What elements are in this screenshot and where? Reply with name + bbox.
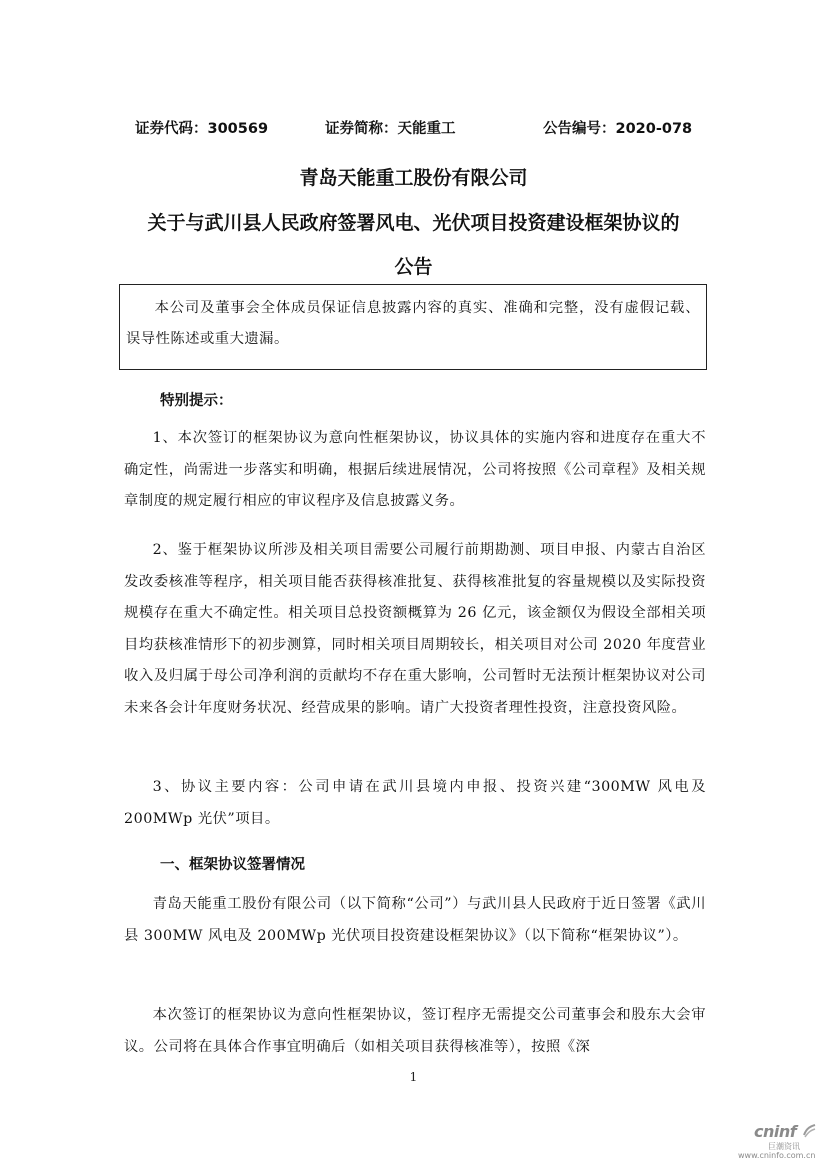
- special-tip-1: 1、本次签订的框架协议为意向性框架协议，协议具体的实施内容和进度存在重大不确定性，尚需进一步落实和明确，根据后续进展情况，公司将按照《公司章程》及相关规章制度的规定履行相应的审议程序及信息披露义务。: [124, 430, 706, 509]
- section-1-paragraph-1: 青岛天能重工股份有限公司（以下简称“公司”）与武川县人民政府于近日签署《武川县 300MW 风电及 200MWp 光伏项目投资建设框架协议》（以下简称“框架协议”）。: [124, 896, 706, 944]
- special-tip-2: 2、鉴于框架协议所涉及相关项目需要公司履行前期勘测、项目申报、内蒙古自治区发改委核准等程序，相关项目能否获得核准批复、获得核准批复的容量规模以及实际投资规模存在重大不确定性。相关项目总投资额概算为 26 亿元，该金额仅为假设全部相关项目均获核准情形下的初步测算，同时相关项目周期较长，相关项目对公司 2020 年度营业收入及归属于母公司净利润的贡献均不存在重大影响，公司暂时无法预计框架协议对公司未来各会计年度财务状况、经营成果的影响。请广大投资者理性投资，注意投资风险。: [124, 542, 706, 716]
- page-number: 1: [409, 1070, 418, 1084]
- special-tips-heading: 特别提示：: [160, 393, 233, 409]
- notice-number: 公告编号：2020-078: [543, 121, 693, 137]
- disclosure-statement-box: 本公司及董事会全体成员保证信息披露内容的真实、准确和完整，没有虚假记载、误导性陈述或重大遗漏。: [119, 284, 707, 370]
- stock-code: 证券代码：300569: [135, 121, 269, 137]
- company-title: 青岛天能重工股份有限公司: [299, 167, 528, 189]
- cninfo-mark-icon: [802, 1124, 816, 1138]
- section-1-heading: 一、框架协议签署情况: [160, 857, 305, 873]
- cninfo-url: www.cninfo.com.cn: [738, 1151, 816, 1160]
- special-tip-3: 3、协议主要内容：公司申请在武川县境内申报、投资兴建“300MW 风电及 200MWp 光伏”项目。: [124, 779, 706, 827]
- cninfo-logo-chinese: 巨潮资讯: [768, 1142, 800, 1151]
- announcement-title: 关于与武川县人民政府签署风电、光伏项目投资建设框架协议的: [147, 212, 680, 234]
- section-1-paragraph-2: 本次签订的框架协议为意向性框架协议，签订程序无需提交公司董事会和股东大会审议。公司将在具体合作事宜明确后（如相关项目获得核准等），按照《深: [124, 1007, 706, 1055]
- cninfo-logo: [738, 1122, 818, 1162]
- document-header: [0, 117, 827, 139]
- stock-abbreviation: 证券简称：天能重工: [325, 121, 456, 137]
- cninfo-logo-word: cninf: [754, 1122, 797, 1141]
- announcement-title-suffix: 公告: [394, 256, 433, 278]
